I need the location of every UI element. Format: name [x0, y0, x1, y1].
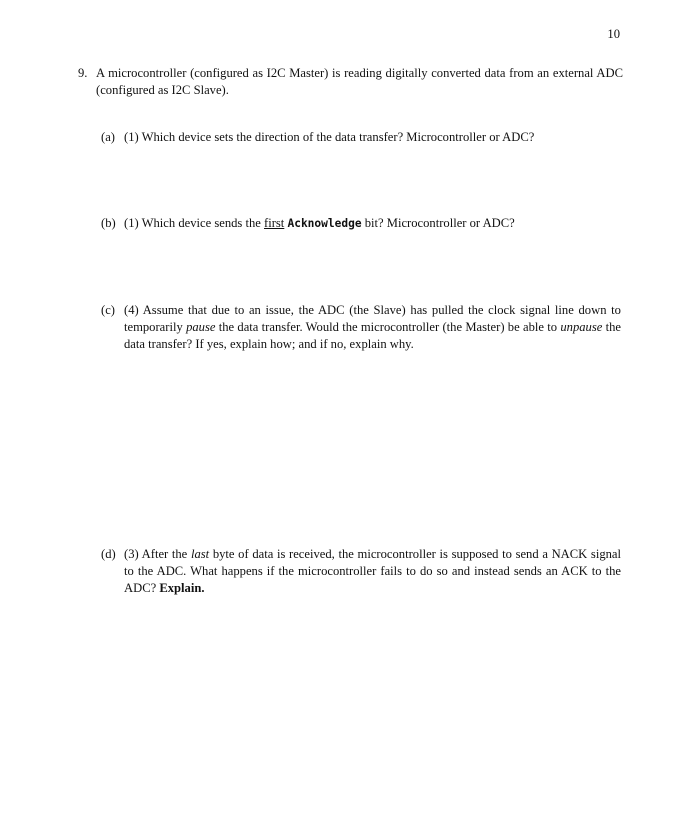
page-number: 10: [607, 27, 620, 41]
part-b-points: (1): [124, 216, 139, 230]
question-number: 9.: [78, 66, 88, 80]
part-c-body: [124, 302, 621, 353]
part-b-label: (b): [101, 216, 116, 230]
part-d-label: (d): [101, 547, 116, 561]
part-c-emph-1: pause: [186, 320, 216, 334]
part-d-body: [124, 546, 621, 597]
part-c-text-1: Assume that due to an issue, the ADC (the Slave) has pulled the clock signal line down to temporarily: [124, 303, 621, 334]
question-text: A microcontroller (configured as I2C Master) is reading digitally converted data from an external ADC (configured as I2C Slave).: [96, 66, 623, 97]
part-b-body: [124, 215, 621, 232]
part-b-code: Acknowledge: [287, 217, 362, 230]
part-c-points: (4): [124, 303, 139, 317]
part-b-text-after: bit? Microcontroller or ADC?: [364, 216, 515, 230]
part-d-emph-1: last: [190, 547, 210, 561]
part-d-text-1: After the: [141, 547, 188, 561]
part-d-text-2: byte of data is received, the microcontroller is supposed to send a NACK signal to the ADC. What happens if the microcontroller fails to do so and instead sends an ACK to the ADC?: [124, 547, 621, 595]
part-d: [101, 546, 621, 597]
part-b-text-before: Which device sends the: [141, 216, 261, 230]
part-d-points: (3): [124, 547, 139, 561]
part-c: [101, 302, 621, 353]
part-a: [101, 129, 621, 146]
part-c-emph-2: unpause: [560, 320, 603, 334]
part-b-underlined: first: [264, 216, 285, 230]
part-a-body: [124, 129, 621, 146]
part-c-label: (c): [101, 303, 115, 317]
part-a-points: (1): [124, 130, 139, 144]
part-a-label: (a): [101, 130, 115, 144]
part-c-text-3: the data transfer? If yes, explain how; and if no, explain why.: [124, 320, 622, 351]
part-c-text-2: the data transfer. Would the microcontroller (the Master) be able to: [218, 320, 558, 334]
question-9: [78, 65, 623, 99]
part-a-text: Which device sets the direction of the data transfer? Microcontroller or ADC?: [141, 130, 535, 144]
part-d-bold: Explain.: [159, 581, 205, 595]
part-b: [101, 215, 621, 232]
